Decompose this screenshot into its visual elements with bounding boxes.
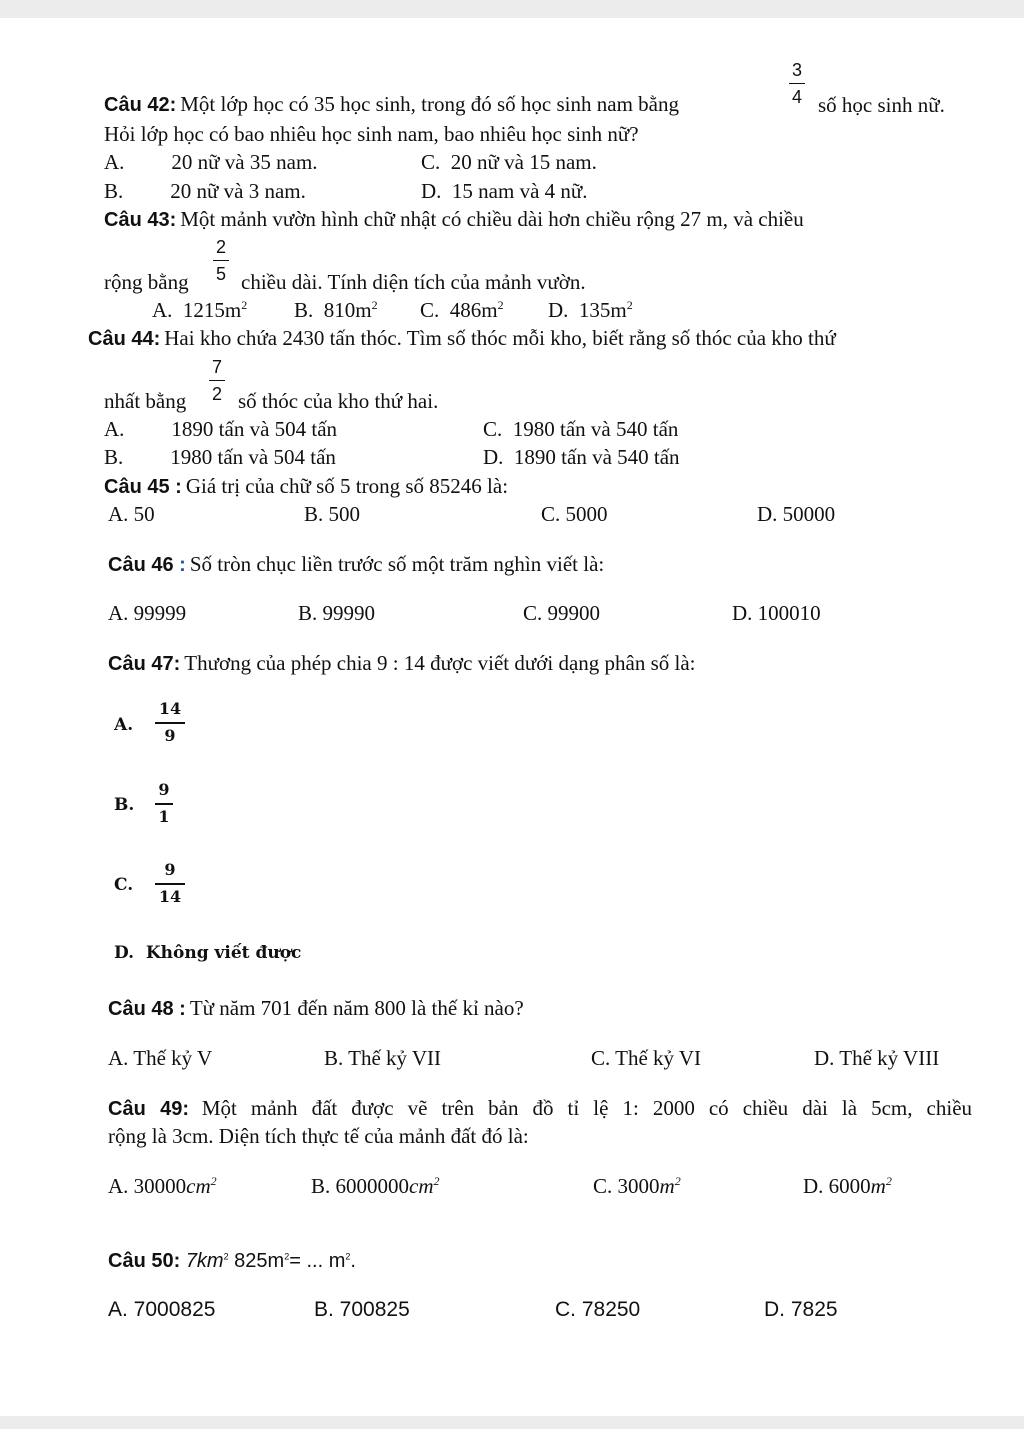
fraction-bar — [789, 83, 805, 84]
document-page — [0, 18, 1024, 1416]
option-44-d: D. 1890 tấn và 540 tấn — [483, 445, 680, 469]
question-text: Số tròn chục liền trước số một trăm nghìn viết là: — [189, 552, 605, 576]
option-47-b-letter: B. — [114, 795, 135, 815]
question-label: Câu 42: — [104, 94, 177, 116]
option-46-a: A. 99999 — [108, 601, 187, 625]
question-44-pre: nhất bằng — [104, 389, 187, 413]
option-47-c-fraction: 9 14 — [155, 861, 185, 906]
question-label: Câu 48 : — [108, 998, 186, 1020]
question-text: Hai kho chứa 2430 tấn thóc. Tìm số thóc mỗi kho, biết rằng số thóc của kho thứ — [164, 326, 836, 350]
option-48-c: C. Thế kỷ VI — [591, 1046, 702, 1070]
question-47 — [108, 651, 696, 676]
option-44-c: C. 1980 tấn và 540 tấn — [483, 417, 679, 441]
option-47-b-fraction: 9 1 — [155, 781, 173, 826]
option-43-a: A. $1215m^2$ — [152, 298, 248, 322]
option-50-d: D. 7825 — [764, 1298, 838, 1321]
option-44-b: B. 1980 tấn và 504 tấn — [104, 445, 336, 469]
option-50-b: B. 700825 — [314, 1298, 410, 1321]
question-44-line1 — [88, 326, 836, 351]
fraction-numerator: 3 — [791, 60, 802, 80]
question-text: Giá trị của chữ số 5 trong số 85246 là: — [185, 474, 509, 498]
question-text-cont: số học sinh nữ. — [818, 93, 945, 117]
option-49-c: C. $3000m^2$ — [593, 1174, 681, 1198]
option-42-c: C. 20 nữ và 15 nam. — [421, 150, 597, 174]
option-47-c-letter: C. — [114, 875, 134, 895]
question-44-post: số thóc của kho thứ hai. — [238, 389, 439, 413]
question-text: Một mảnh đất được vẽ trên bản đồ tỉ lệ 1: 2000 có chiều dài là 5cm, chiều — [201, 1096, 973, 1120]
option-47-a-letter: A. — [114, 715, 134, 735]
option-48-d: D. Thế kỷ VIII — [814, 1046, 940, 1070]
question-50: Câu 50: $7km^2$ $825m^2=$ ... $m^2$. — [108, 1250, 356, 1272]
option-43-c: C. $486m^2$ — [420, 298, 504, 322]
question-42-line1 — [104, 92, 679, 117]
option-45-c: C. 5000 — [541, 502, 608, 526]
option-45-b: B. 500 — [304, 502, 361, 526]
option-44-a: A. 1890 tấn và 504 tấn — [104, 417, 338, 441]
option-50-a: A. 7000825 — [108, 1298, 216, 1321]
option-49-b: B. $6000000cm^2$ — [311, 1174, 440, 1198]
question-label: Câu 46 — [108, 554, 174, 576]
fraction-2-5: 2 5 — [213, 237, 229, 284]
question-43-line1 — [104, 207, 804, 232]
question-label: Câu 45 : — [104, 476, 182, 498]
question-colon: : — [173, 554, 186, 576]
question-49-line1 — [108, 1096, 972, 1121]
option-43-b: B. $810m^2$ — [294, 298, 378, 322]
question-46 — [108, 552, 604, 577]
option-43-d: D. $135m^2$ — [548, 298, 633, 322]
question-label: Câu 44: — [88, 328, 161, 350]
question-text: Từ năm 701 đến năm 800 là thế kỉ nào? — [189, 996, 524, 1020]
option-42-a: A. 20 nữ và 35 nam. — [104, 150, 318, 174]
option-46-d: D. 100010 — [732, 601, 821, 625]
question-text: Một mảnh vườn hình chữ nhật có chiều dài hơn chiều rộng 27 m, và chiều — [180, 207, 804, 231]
question-text: Một lớp học có 35 học sinh, trong đó số học sinh nam bằng — [180, 92, 679, 116]
option-46-b: B. 99990 — [298, 601, 376, 625]
question-label: Câu 49: — [108, 1098, 190, 1120]
question-text: Thương của phép chia 9 : 14 được viết dưới dạng phân số là: — [184, 651, 696, 675]
option-48-a: A. Thế kỷ V — [108, 1046, 213, 1070]
question-42-line2: Hỏi lớp học có bao nhiêu học sinh nam, bao nhiêu học sinh nữ? — [104, 122, 639, 146]
question-45 — [104, 474, 508, 499]
option-47-a-fraction: 14 9 — [155, 700, 185, 745]
fraction-denominator: 4 — [791, 87, 802, 107]
question-43-post: chiều dài. Tính diện tích của mảnh vườn. — [241, 270, 586, 294]
option-45-d: D. 50000 — [757, 502, 836, 526]
question-label: Câu 43: — [104, 209, 177, 231]
option-42-b: B. 20 nữ và 3 nam. — [104, 179, 306, 203]
fraction-7-2: 7 2 — [209, 357, 225, 404]
option-50-c: C. 78250 — [555, 1298, 641, 1321]
fraction-3-4 — [789, 60, 805, 107]
option-46-c: C. 99900 — [523, 601, 601, 625]
option-49-a: A. $30000cm^2$ — [108, 1174, 217, 1198]
option-49-d: D. $6000m^2$ — [803, 1174, 892, 1198]
question-43-pre: rộng bằng — [104, 270, 189, 294]
option-42-d: D. 15 nam và 4 nữ. — [421, 179, 588, 203]
question-label: Câu 50: — [108, 1250, 181, 1272]
question-label: Câu 47: — [108, 653, 181, 675]
question-48 — [108, 996, 524, 1021]
option-45-a: A. 50 — [108, 502, 155, 526]
question-49-line2: rộng là 3cm. Diện tích thực tế của mảnh đất đó là: — [108, 1124, 529, 1148]
option-47-d: D. Không viết được — [114, 943, 302, 963]
option-48-b: B. Thế kỷ VII — [324, 1046, 442, 1070]
